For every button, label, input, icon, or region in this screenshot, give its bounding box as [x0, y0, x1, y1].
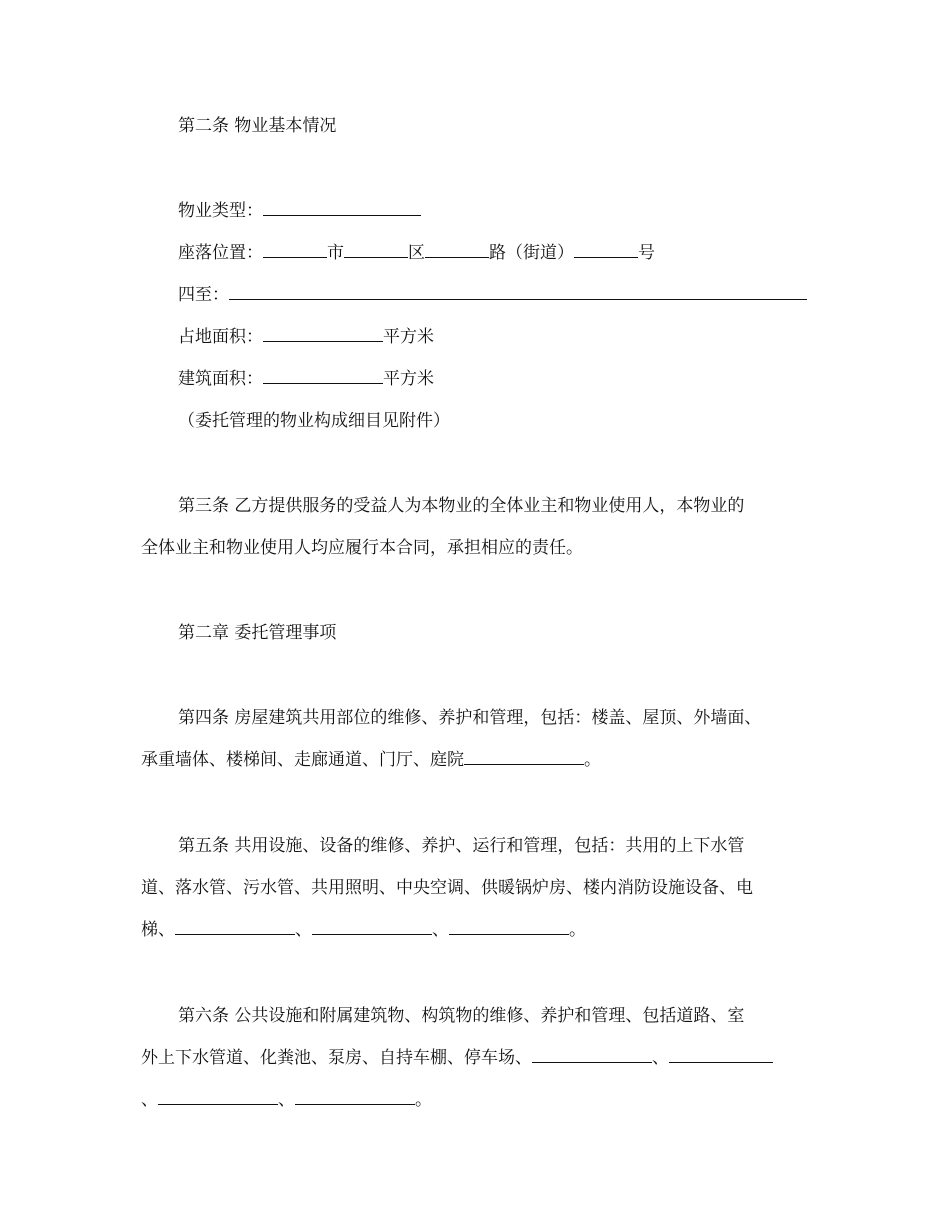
land-area-label: 占地面积：	[178, 327, 263, 347]
article-6-blank-4[interactable]	[295, 1088, 415, 1105]
article-6-separator-1: 、	[652, 1048, 669, 1068]
article-5-separator-1: 、	[295, 920, 312, 940]
article-5-separator-2: 、	[432, 920, 449, 940]
article-4-end: 。	[584, 750, 601, 770]
district-label: 区	[408, 243, 425, 263]
building-area-label: 建筑面积：	[178, 369, 263, 389]
article-6-blank-2[interactable]	[669, 1046, 773, 1063]
article-6-separator-2: 、	[141, 1090, 158, 1110]
location-row	[178, 241, 655, 265]
city-blank[interactable]	[263, 241, 327, 258]
article-5-line-1: 第五条 共用设施、设备的维修、养护、运行和管理，包括：共用的上下水管	[178, 836, 745, 856]
building-area-blank[interactable]	[263, 367, 383, 384]
article-5-end: 。	[569, 920, 586, 940]
article-6-line-2	[141, 1046, 773, 1070]
road-blank[interactable]	[425, 241, 489, 258]
article-5-line-2: 道、落水管、污水管、共用照明、中央空调、供暖锅炉房、楼内消防设施设备、电	[141, 878, 753, 898]
article-3-line-1: 第三条 乙方提供服务的受益人为本物业的全体业主和物业使用人，本物业的	[178, 496, 745, 516]
location-label: 座落位置：	[178, 243, 263, 263]
boundaries-label: 四至：	[178, 285, 229, 305]
property-type-row	[178, 199, 421, 223]
article-6-blank-1[interactable]	[532, 1046, 652, 1063]
article-6-line-1: 第六条 公共设施和附属建筑物、构筑物的维修、养护和管理、包括道路、室	[178, 1006, 745, 1026]
annex-note: （委托管理的物业构成细目见附件）	[178, 411, 450, 431]
land-area-row	[178, 325, 434, 349]
city-label: 市	[327, 243, 344, 263]
article-4-line-2	[141, 748, 601, 772]
article-5-line-3	[141, 918, 586, 942]
article-6-separator-3: 、	[278, 1090, 295, 1110]
building-area-row	[178, 367, 434, 391]
land-area-unit: 平方米	[383, 327, 434, 347]
article-4-line-1: 第四条 房屋建筑共用部位的维修、养护和管理，包括：楼盖、屋顶、外墙面、	[178, 708, 762, 728]
number-blank[interactable]	[574, 241, 638, 258]
property-type-blank[interactable]	[263, 199, 421, 216]
article-6-blank-3[interactable]	[158, 1088, 278, 1105]
boundaries-row	[178, 283, 807, 307]
chapter-2-heading: 第二章 委托管理事项	[178, 623, 337, 643]
article-4-text: 承重墙体、楼梯间、走廊通道、门厅、庭院	[141, 750, 464, 770]
article-5-blank-1[interactable]	[175, 918, 295, 935]
road-label: 路（街道）	[489, 243, 574, 263]
district-blank[interactable]	[344, 241, 408, 258]
building-area-unit: 平方米	[383, 369, 434, 389]
article-6-line-3	[141, 1088, 432, 1112]
boundaries-blank[interactable]	[229, 283, 807, 300]
land-area-blank[interactable]	[263, 325, 383, 342]
article-5-blank-3[interactable]	[449, 918, 569, 935]
article-5-line-3-start: 梯、	[141, 920, 175, 940]
article-6-end: 。	[415, 1090, 432, 1110]
property-type-label: 物业类型：	[178, 201, 263, 221]
article-4-blank[interactable]	[464, 748, 584, 765]
article-2-heading: 第二条 物业基本情况	[178, 116, 337, 136]
article-5-blank-2[interactable]	[312, 918, 432, 935]
number-label: 号	[638, 243, 655, 263]
article-3-line-2: 全体业主和物业使用人均应履行本合同，承担相应的责任。	[141, 538, 583, 558]
article-6-line-2-text: 外上下水管道、化粪池、泵房、自持车棚、停车场、	[141, 1048, 532, 1068]
